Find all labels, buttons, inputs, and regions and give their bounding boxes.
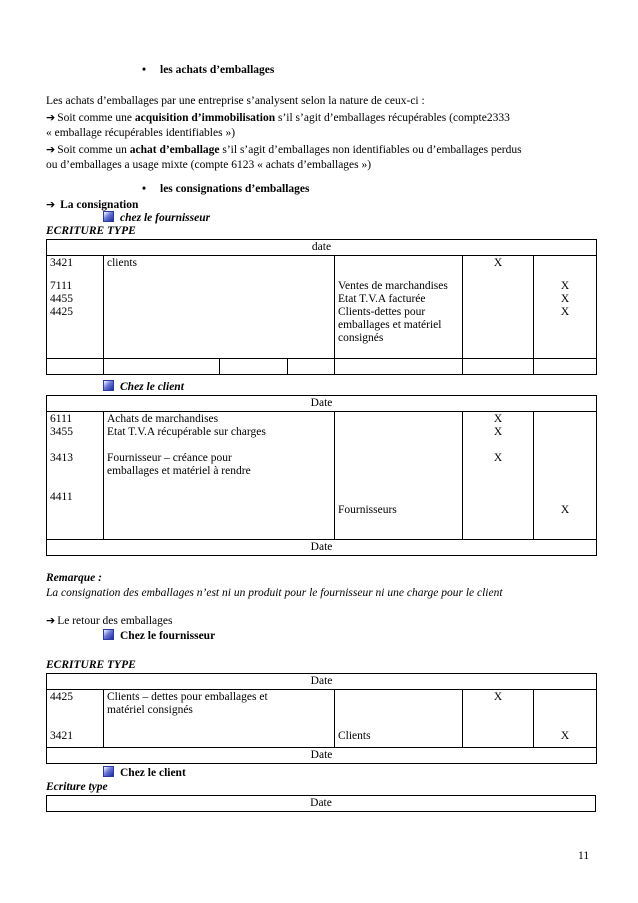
retour-client-ecriture-type: Ecriture type — [46, 781, 108, 793]
gradient-square-icon — [103, 766, 114, 777]
retour-heading: ➔ Le retour des emballages — [46, 614, 173, 627]
page-number: 11 — [578, 850, 590, 862]
right-arrow-icon: ➔ — [46, 142, 56, 156]
gradient-square-icon — [103, 629, 114, 640]
date-cell: Date — [47, 674, 597, 690]
accounts-cell: 4425 3421 — [47, 690, 104, 748]
date-cell: Date — [47, 396, 597, 412]
chez-client-label: Chez le client — [103, 380, 184, 393]
remarque-text: La consignation des emballages n’est ni un produit pour le fournisseur ni une charge pour le client — [46, 587, 503, 599]
case-achat: ➔ Soit comme un achat d’emballage s’il s’agit d’emballages non identifiables ou d’emballages perdus — [46, 142, 522, 156]
gradient-square-icon — [103, 380, 114, 391]
date-cell: Date — [47, 540, 597, 556]
credit-labels-cell: Clients — [335, 690, 463, 748]
ledger-table-retour-fournisseur — [46, 673, 597, 764]
table-row — [47, 796, 596, 812]
table-row — [47, 256, 597, 359]
table-row — [47, 748, 597, 764]
date-cell: Date — [47, 796, 596, 812]
debit-marks-cell: X — [463, 256, 534, 359]
ledger-table-client — [46, 395, 597, 556]
table-row — [47, 359, 597, 375]
debit-marks-cell: X X X — [463, 412, 534, 540]
debit-marks-cell: X — [463, 690, 534, 748]
case-immobilisation-cont: « emballage récupérables identifiables ») — [46, 127, 236, 139]
ledger-table-fournisseur — [46, 239, 597, 375]
accounts-cell: 3421 7111 4455 4425 — [47, 256, 104, 359]
debit-labels-cell: Clients – dettes pour emballages et matériel consignés — [104, 690, 335, 748]
debit-labels-cell: clients — [104, 256, 335, 359]
right-arrow-icon: ➔ — [46, 110, 56, 124]
chez-fournisseur-label: chez le fournisseur — [103, 211, 210, 224]
remarque-title: Remarque : — [46, 572, 102, 584]
credit-marks-cell: X — [534, 690, 597, 748]
table-row — [47, 240, 597, 256]
table-row — [47, 674, 597, 690]
retour-fournisseur-label: Chez le fournisseur — [103, 629, 215, 642]
ledger-table-retour-client — [46, 795, 596, 812]
credit-labels-cell: Ventes de marchandises Etat T.V.A facturée Clients-dettes pour emballages et matériel consignés — [335, 256, 463, 359]
credit-labels-cell: Fournisseurs — [335, 412, 463, 540]
date-cell: Date — [47, 748, 597, 764]
consignation-subheading: ➔ La consignation — [46, 198, 139, 211]
date-cell: date — [47, 240, 597, 256]
table-row — [47, 690, 597, 748]
gradient-square-icon — [103, 211, 114, 222]
heading-consignations: • les consignations d’emballages — [160, 183, 310, 195]
retour-client-label: Chez le client — [103, 766, 186, 779]
retour-ecriture-type: ECRITURE TYPE — [46, 659, 136, 671]
table-row — [47, 540, 597, 556]
table-row — [47, 412, 597, 540]
intro-text: Les achats d’emballages par une entreprise s’analysent selon la nature de ceux-ci : — [46, 95, 425, 107]
accounts-cell: 6111 3455 3413 4411 — [47, 412, 104, 540]
paragraph-achats — [46, 94, 606, 174]
case-achat-cont: ou d’emballages a usage mixte (compte 6123 « achats d’emballages ») — [46, 159, 372, 171]
case-immobilisation: ➔ Soit comme une acquisition d’immobilisation s’il s’agit d’emballages récupérables (compte2333 — [46, 110, 510, 124]
credit-marks-cell: X X X — [534, 256, 597, 359]
table-row — [47, 396, 597, 412]
right-arrow-icon: ➔ — [46, 198, 56, 211]
debit-labels-cell: Achats de marchandises Etat T.V.A récupérable sur charges Fournisseur – créance pour emballages et matériel à rendre — [104, 412, 335, 540]
right-arrow-icon: ➔ — [46, 614, 56, 627]
credit-marks-cell: X — [534, 412, 597, 540]
ecriture-type-label: ECRITURE TYPE — [46, 225, 136, 237]
heading-achats-emballages: • les achats d’emballages — [160, 64, 274, 76]
